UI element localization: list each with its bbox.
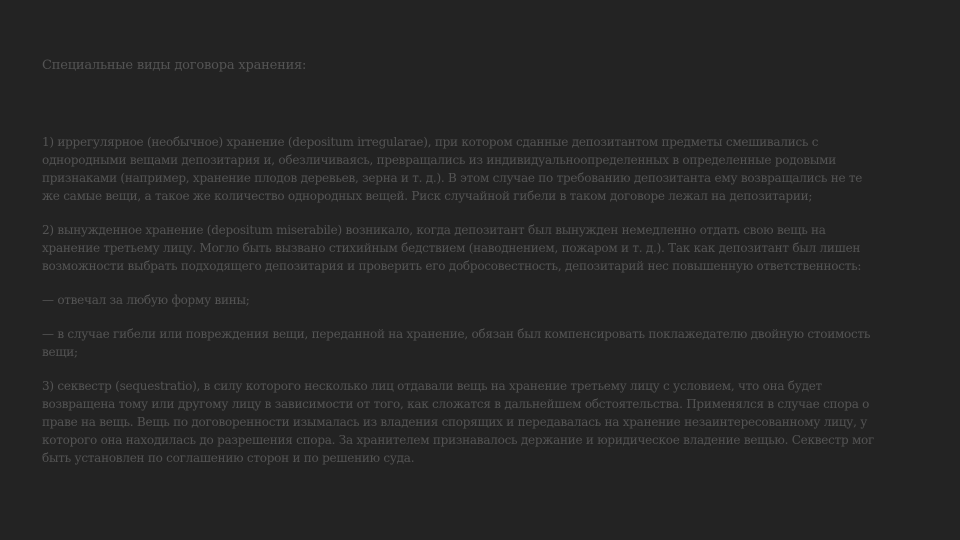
text-line: однородными вещами депозитария и, обезличиваясь, превращались из индивидуальноопределенных в определенные родовыми bbox=[42, 153, 837, 167]
text-line: 3) секвестр (sequestratio), в силу которого несколько лиц отдавали вещь на хранение третьему лицу с условием, что она будет bbox=[42, 379, 822, 393]
paragraph-liability-any-fault bbox=[42, 291, 922, 309]
slide-content bbox=[42, 133, 922, 483]
text-line: вещи; bbox=[42, 345, 78, 359]
text-line: возвращена тому или другому лицу в зависимости от того, как сложатся в дальнейшем обстоятельства. Применялся в случае спора о bbox=[42, 397, 870, 411]
text-line: — в случае гибели или повреждения вещи, переданной на хранение, обязан был компенсировать поклажедателю двойную стоимость bbox=[42, 327, 871, 341]
text-line: 1) иррегулярное (необычное) хранение (depositum irregularae), при котором сданные депозитантом предметы смешивались с bbox=[42, 135, 819, 149]
text-line: праве на вещь. Вещь по договоренности изымалась из владения спорящих и передавалась на хранение незаинтересованному лицу, у bbox=[42, 415, 868, 429]
text-line: признаками (например, хранение плодов деревьев, зерна и т. д.). В этом случае по требованию депозитанта ему возвращались не те bbox=[42, 171, 863, 185]
paragraph-double-value bbox=[42, 325, 922, 361]
text-line: 2) вынужденное хранение (depositum miserabile) возникало, когда депозитант был вынужден немедленно отдать свою вещь на bbox=[42, 223, 826, 237]
paragraph-forced-deposit bbox=[42, 221, 922, 275]
text-line: хранение третьему лицу. Могло быть вызвано стихийным бедствием (наводнением, пожаром и т. д.). Так как депозитант был лишен bbox=[42, 241, 861, 255]
text-line: — отвечал за любую форму вины; bbox=[42, 293, 250, 307]
text-line: которого она находилась до разрешения спора. За хранителем признавалось держание и юридическое владение вещью. Секвестр мог bbox=[42, 433, 875, 447]
slide-title: Специальные виды договора хранения: bbox=[42, 58, 307, 73]
paragraph-sequestration bbox=[42, 377, 922, 467]
text-line: быть установлен по соглашению сторон и по решению суда. bbox=[42, 451, 415, 465]
text-line: возможности выбрать подходящего депозитария и проверить его добросовестность, депозитарий нес повышенную ответственность: bbox=[42, 259, 862, 273]
paragraph-irregular-deposit bbox=[42, 133, 922, 205]
text-line: же самые вещи, а такое же количество однородных вещей. Риск случайной гибели в таком договоре лежал на депозитарии; bbox=[42, 189, 813, 203]
